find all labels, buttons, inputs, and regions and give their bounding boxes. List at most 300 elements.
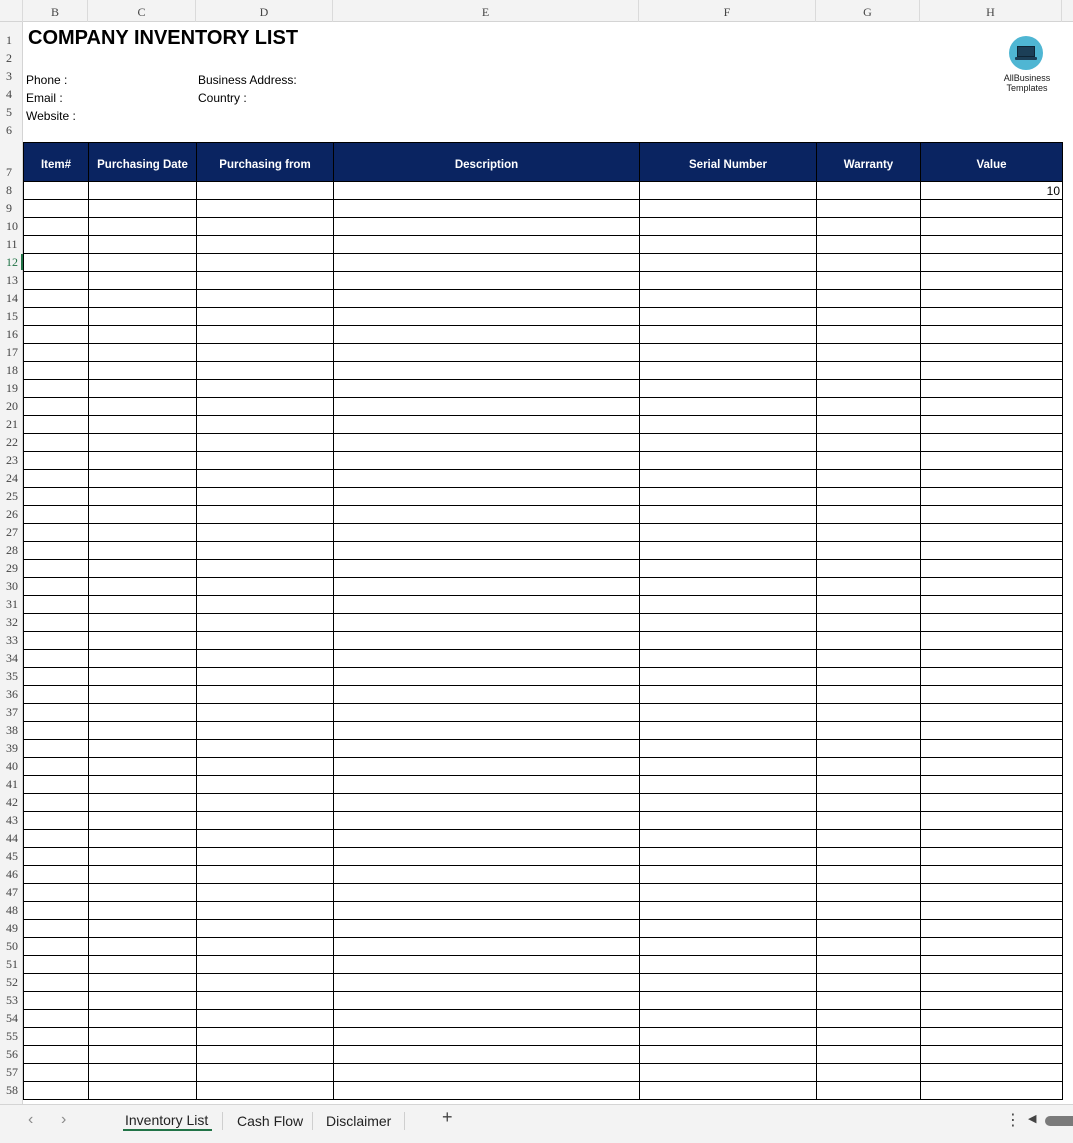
table-cell[interactable] — [921, 884, 1063, 902]
table-cell[interactable] — [921, 704, 1063, 722]
table-cell[interactable] — [640, 902, 817, 920]
table-cell[interactable] — [197, 470, 334, 488]
tab-inventory-list[interactable]: Inventory List — [125, 1112, 209, 1128]
row-header-46[interactable]: 46 — [6, 867, 18, 881]
table-cell[interactable] — [197, 560, 334, 578]
table-cell[interactable] — [24, 1064, 89, 1082]
table-cell[interactable] — [640, 812, 817, 830]
sheet-title[interactable]: COMPANY INVENTORY LIST — [28, 27, 299, 49]
table-cell[interactable] — [197, 794, 334, 812]
row-header-22[interactable]: 22 — [6, 435, 18, 449]
table-cell[interactable] — [197, 938, 334, 956]
table-cell[interactable] — [640, 920, 817, 938]
row-header-17[interactable]: 17 — [6, 345, 18, 359]
table-cell[interactable] — [197, 290, 334, 308]
table-cell[interactable] — [817, 452, 921, 470]
table-cell[interactable] — [24, 344, 89, 362]
table-cell[interactable] — [89, 344, 197, 362]
table-cell[interactable] — [817, 362, 921, 380]
table-cell[interactable] — [334, 1082, 640, 1100]
row-header-40[interactable]: 40 — [6, 759, 18, 773]
table-cell[interactable] — [334, 524, 640, 542]
table-cell[interactable] — [921, 812, 1063, 830]
table-cell[interactable] — [197, 308, 334, 326]
table-cell[interactable] — [640, 722, 817, 740]
row-header-57[interactable]: 57 — [6, 1065, 18, 1079]
table-cell[interactable] — [921, 848, 1063, 866]
table-cell[interactable] — [89, 938, 197, 956]
table-cell[interactable] — [24, 380, 89, 398]
table-cell[interactable] — [197, 542, 334, 560]
table-cell[interactable] — [817, 866, 921, 884]
table-cell[interactable] — [24, 614, 89, 632]
table-cell[interactable] — [921, 380, 1063, 398]
table-cell[interactable] — [817, 200, 921, 218]
table-cell[interactable] — [89, 272, 197, 290]
table-cell[interactable] — [334, 650, 640, 668]
table-cell[interactable] — [640, 362, 817, 380]
table-cell[interactable] — [24, 722, 89, 740]
table-cell[interactable] — [197, 1046, 334, 1064]
table-cell[interactable] — [89, 740, 197, 758]
table-cell[interactable] — [24, 506, 89, 524]
table-cell[interactable] — [334, 614, 640, 632]
row-header-24[interactable]: 24 — [6, 471, 18, 485]
table-cell[interactable] — [921, 254, 1063, 272]
table-cell[interactable] — [24, 182, 89, 200]
table-cell[interactable] — [197, 488, 334, 506]
table-cell[interactable] — [197, 524, 334, 542]
table-cell[interactable] — [921, 1064, 1063, 1082]
table-cell[interactable] — [89, 1028, 197, 1046]
table-cell[interactable] — [24, 416, 89, 434]
table-cell[interactable] — [817, 542, 921, 560]
table-cell[interactable] — [640, 704, 817, 722]
row-header-52[interactable]: 52 — [6, 975, 18, 989]
table-cell[interactable] — [334, 326, 640, 344]
row-header-18[interactable]: 18 — [6, 363, 18, 377]
row-header-1[interactable]: 1 — [6, 33, 12, 47]
table-cell[interactable] — [817, 920, 921, 938]
table-cell[interactable] — [640, 758, 817, 776]
scroll-tabs-left-icon[interactable]: ‹ — [28, 1111, 34, 1128]
table-cell[interactable] — [640, 776, 817, 794]
table-cell[interactable] — [921, 398, 1063, 416]
row-header-54[interactable]: 54 — [6, 1011, 18, 1025]
table-cell[interactable] — [197, 830, 334, 848]
horizontal-scrollbar[interactable] — [1045, 1116, 1073, 1126]
table-cell[interactable] — [24, 488, 89, 506]
header-warranty[interactable]: Warranty — [817, 143, 921, 182]
table-cell[interactable] — [921, 650, 1063, 668]
table-cell[interactable] — [197, 974, 334, 992]
table-cell[interactable] — [89, 758, 197, 776]
table-cell[interactable] — [921, 434, 1063, 452]
table-cell[interactable] — [640, 488, 817, 506]
column-header-c[interactable]: C — [88, 0, 196, 22]
table-cell[interactable] — [640, 848, 817, 866]
table-cell[interactable] — [817, 1010, 921, 1028]
table-cell[interactable] — [817, 794, 921, 812]
row-header-26[interactable]: 26 — [6, 507, 18, 521]
table-cell[interactable] — [921, 992, 1063, 1010]
row-header-39[interactable]: 39 — [6, 741, 18, 755]
table-cell[interactable] — [640, 470, 817, 488]
table-cell[interactable] — [197, 1064, 334, 1082]
table-cell[interactable] — [334, 902, 640, 920]
table-cell[interactable] — [334, 416, 640, 434]
table-cell[interactable] — [197, 668, 334, 686]
table-cell[interactable] — [89, 488, 197, 506]
table-cell[interactable] — [197, 992, 334, 1010]
table-cell[interactable] — [334, 758, 640, 776]
table-cell[interactable] — [24, 866, 89, 884]
table-cell[interactable] — [89, 362, 197, 380]
table-cell[interactable] — [89, 614, 197, 632]
column-header-e[interactable]: E — [333, 0, 639, 22]
table-cell[interactable] — [640, 1064, 817, 1082]
table-cell[interactable] — [921, 668, 1063, 686]
table-cell[interactable] — [197, 650, 334, 668]
table-cell[interactable] — [24, 290, 89, 308]
table-cell[interactable] — [334, 200, 640, 218]
table-cell[interactable] — [89, 776, 197, 794]
table-cell[interactable] — [334, 506, 640, 524]
table-cell[interactable] — [817, 668, 921, 686]
table-cell[interactable] — [89, 848, 197, 866]
table-cell[interactable] — [89, 1082, 197, 1100]
table-cell[interactable] — [921, 1028, 1063, 1046]
table-cell[interactable] — [921, 614, 1063, 632]
header-purchasing-date[interactable]: Purchasing Date — [89, 143, 197, 182]
table-cell[interactable] — [334, 794, 640, 812]
table-cell[interactable] — [89, 182, 197, 200]
table-cell[interactable] — [334, 830, 640, 848]
table-cell[interactable] — [817, 290, 921, 308]
table-cell[interactable] — [817, 758, 921, 776]
table-cell[interactable] — [921, 758, 1063, 776]
table-cell[interactable] — [89, 470, 197, 488]
row-header-3[interactable]: 3 — [6, 69, 12, 83]
table-cell[interactable] — [640, 1028, 817, 1046]
table-cell[interactable] — [197, 1028, 334, 1046]
table-cell[interactable] — [89, 452, 197, 470]
table-cell[interactable] — [334, 956, 640, 974]
table-cell[interactable] — [197, 776, 334, 794]
table-cell[interactable] — [197, 344, 334, 362]
table-cell[interactable] — [640, 254, 817, 272]
table-cell[interactable] — [921, 236, 1063, 254]
table-cell[interactable] — [640, 1046, 817, 1064]
table-cell[interactable] — [89, 812, 197, 830]
table-cell[interactable] — [817, 254, 921, 272]
table-cell[interactable] — [640, 740, 817, 758]
table-cell[interactable] — [89, 1046, 197, 1064]
header-value[interactable]: Value — [921, 143, 1063, 182]
table-cell[interactable] — [197, 704, 334, 722]
table-cell[interactable] — [89, 254, 197, 272]
table-cell[interactable] — [817, 902, 921, 920]
table-cell[interactable] — [334, 920, 640, 938]
table-cell[interactable] — [24, 686, 89, 704]
table-cell[interactable] — [334, 722, 640, 740]
table-cell[interactable] — [817, 686, 921, 704]
table-cell[interactable] — [640, 794, 817, 812]
row-header-43[interactable]: 43 — [6, 813, 18, 827]
table-cell[interactable] — [334, 218, 640, 236]
row-header-30[interactable]: 30 — [6, 579, 18, 593]
table-cell[interactable] — [921, 938, 1063, 956]
table-cell[interactable] — [640, 308, 817, 326]
table-cell[interactable] — [921, 1082, 1063, 1100]
row-header-14[interactable]: 14 — [6, 291, 18, 305]
row-header-16[interactable]: 16 — [6, 327, 18, 341]
table-cell[interactable] — [817, 398, 921, 416]
table-cell[interactable] — [921, 974, 1063, 992]
table-cell[interactable] — [817, 434, 921, 452]
row-header-27[interactable]: 27 — [6, 525, 18, 539]
table-cell[interactable] — [334, 308, 640, 326]
row-header-41[interactable]: 41 — [6, 777, 18, 791]
table-cell[interactable] — [197, 740, 334, 758]
row-header-48[interactable]: 48 — [6, 903, 18, 917]
table-cell[interactable] — [334, 542, 640, 560]
table-cell[interactable] — [921, 560, 1063, 578]
row-header-56[interactable]: 56 — [6, 1047, 18, 1061]
table-cell[interactable] — [921, 830, 1063, 848]
table-cell[interactable] — [817, 1028, 921, 1046]
table-cell[interactable] — [334, 1010, 640, 1028]
table-cell[interactable] — [197, 1082, 334, 1100]
table-cell[interactable] — [89, 974, 197, 992]
table-cell[interactable] — [921, 920, 1063, 938]
table-cell[interactable] — [24, 254, 89, 272]
row-header-35[interactable]: 35 — [6, 669, 18, 683]
table-cell[interactable] — [197, 632, 334, 650]
table-cell[interactable] — [89, 506, 197, 524]
row-header-2[interactable]: 2 — [6, 51, 12, 65]
table-cell[interactable] — [334, 380, 640, 398]
table-cell[interactable] — [89, 992, 197, 1010]
table-cell[interactable] — [640, 560, 817, 578]
table-cell[interactable] — [817, 308, 921, 326]
table-cell[interactable] — [817, 524, 921, 542]
table-cell[interactable] — [197, 362, 334, 380]
table-cell[interactable] — [334, 704, 640, 722]
table-cell[interactable] — [24, 362, 89, 380]
row-header-10[interactable]: 10 — [6, 219, 18, 233]
table-cell[interactable] — [24, 596, 89, 614]
table-cell[interactable] — [640, 974, 817, 992]
table-cell[interactable] — [89, 398, 197, 416]
table-cell[interactable] — [334, 488, 640, 506]
table-cell[interactable] — [197, 200, 334, 218]
table-cell[interactable] — [817, 578, 921, 596]
table-cell[interactable] — [89, 902, 197, 920]
tab-disclaimer[interactable]: Disclaimer — [326, 1113, 392, 1129]
table-cell[interactable] — [640, 290, 817, 308]
table-cell[interactable] — [817, 218, 921, 236]
table-cell[interactable] — [334, 434, 640, 452]
header-serial-number[interactable]: Serial Number — [640, 143, 817, 182]
table-cell[interactable] — [640, 884, 817, 902]
table-cell[interactable] — [197, 686, 334, 704]
table-cell[interactable] — [89, 632, 197, 650]
table-cell[interactable] — [334, 398, 640, 416]
table-cell[interactable] — [921, 218, 1063, 236]
scroll-tabs-right-icon[interactable]: › — [61, 1111, 67, 1128]
table-cell[interactable] — [24, 758, 89, 776]
table-cell[interactable] — [817, 722, 921, 740]
table-cell[interactable] — [334, 992, 640, 1010]
row-header-12[interactable]: 12 — [6, 255, 18, 269]
table-cell[interactable] — [817, 740, 921, 758]
table-cell[interactable] — [334, 938, 640, 956]
table-cell[interactable] — [817, 380, 921, 398]
row-header-9[interactable]: 9 — [6, 201, 12, 215]
table-cell[interactable] — [334, 578, 640, 596]
table-cell[interactable] — [817, 938, 921, 956]
column-header-f[interactable]: F — [639, 0, 816, 22]
table-cell[interactable] — [921, 272, 1063, 290]
table-cell[interactable] — [921, 866, 1063, 884]
row-header-19[interactable]: 19 — [6, 381, 18, 395]
table-cell[interactable] — [334, 1064, 640, 1082]
table-cell[interactable] — [89, 380, 197, 398]
table-cell[interactable] — [817, 506, 921, 524]
row-header-25[interactable]: 25 — [6, 489, 18, 503]
table-cell[interactable] — [334, 254, 640, 272]
column-header-b[interactable]: B — [23, 0, 88, 22]
table-cell[interactable] — [197, 452, 334, 470]
table-cell[interactable] — [640, 380, 817, 398]
table-cell[interactable] — [197, 902, 334, 920]
table-cell[interactable] — [817, 830, 921, 848]
table-cell[interactable] — [24, 632, 89, 650]
table-cell[interactable] — [197, 416, 334, 434]
table-cell[interactable] — [24, 830, 89, 848]
row-header-58[interactable]: 58 — [6, 1083, 18, 1097]
header-purchasing-from[interactable]: Purchasing from — [197, 143, 334, 182]
table-cell[interactable] — [640, 938, 817, 956]
table-cell[interactable] — [817, 182, 921, 200]
table-cell[interactable] — [640, 344, 817, 362]
table-cell[interactable] — [640, 236, 817, 254]
table-cell[interactable] — [197, 506, 334, 524]
table-cell[interactable] — [640, 686, 817, 704]
table-cell[interactable] — [24, 272, 89, 290]
table-cell[interactable] — [197, 812, 334, 830]
table-cell[interactable] — [817, 992, 921, 1010]
table-cell[interactable] — [921, 722, 1063, 740]
row-header-28[interactable]: 28 — [6, 543, 18, 557]
table-cell[interactable] — [921, 596, 1063, 614]
table-cell[interactable] — [334, 632, 640, 650]
table-cell[interactable] — [334, 866, 640, 884]
value-cell[interactable]: 10 — [921, 182, 1063, 200]
table-cell[interactable] — [89, 884, 197, 902]
table-cell[interactable] — [817, 326, 921, 344]
table-cell[interactable] — [817, 488, 921, 506]
table-cell[interactable] — [89, 704, 197, 722]
phone-label[interactable]: Phone : — [26, 73, 68, 87]
table-cell[interactable] — [24, 668, 89, 686]
column-header-h[interactable]: H — [920, 0, 1062, 22]
table-cell[interactable] — [24, 776, 89, 794]
row-header-7[interactable]: 7 — [6, 165, 12, 179]
table-cell[interactable] — [640, 542, 817, 560]
row-header-29[interactable]: 29 — [6, 561, 18, 575]
table-cell[interactable] — [334, 236, 640, 254]
row-header-36[interactable]: 36 — [6, 687, 18, 701]
table-cell[interactable] — [640, 1082, 817, 1100]
table-cell[interactable] — [24, 578, 89, 596]
row-header-53[interactable]: 53 — [6, 993, 18, 1007]
table-cell[interactable] — [24, 884, 89, 902]
row-header-47[interactable]: 47 — [6, 885, 18, 899]
header-item[interactable]: Item# — [24, 143, 89, 182]
table-cell[interactable] — [24, 434, 89, 452]
table-cell[interactable] — [334, 470, 640, 488]
table-cell[interactable] — [817, 1064, 921, 1082]
table-cell[interactable] — [640, 668, 817, 686]
table-cell[interactable] — [817, 632, 921, 650]
table-cell[interactable] — [24, 470, 89, 488]
table-cell[interactable] — [89, 326, 197, 344]
table-cell[interactable] — [89, 920, 197, 938]
table-cell[interactable] — [197, 920, 334, 938]
table-cell[interactable] — [640, 578, 817, 596]
table-cell[interactable] — [817, 1082, 921, 1100]
row-header-42[interactable]: 42 — [6, 795, 18, 809]
scroll-left-icon[interactable]: ◀ — [1028, 1113, 1037, 1125]
table-cell[interactable] — [24, 902, 89, 920]
table-cell[interactable] — [921, 956, 1063, 974]
table-cell[interactable] — [921, 200, 1063, 218]
table-cell[interactable] — [817, 614, 921, 632]
table-cell[interactable] — [921, 344, 1063, 362]
table-cell[interactable] — [921, 902, 1063, 920]
table-cell[interactable] — [24, 1082, 89, 1100]
table-cell[interactable] — [24, 1046, 89, 1064]
table-cell[interactable] — [89, 794, 197, 812]
table-cell[interactable] — [197, 866, 334, 884]
table-cell[interactable] — [640, 416, 817, 434]
table-cell[interactable] — [24, 452, 89, 470]
table-cell[interactable] — [817, 596, 921, 614]
table-cell[interactable] — [24, 974, 89, 992]
table-cell[interactable] — [640, 866, 817, 884]
table-cell[interactable] — [921, 632, 1063, 650]
table-cell[interactable] — [24, 740, 89, 758]
table-cell[interactable] — [817, 1046, 921, 1064]
table-cell[interactable] — [334, 344, 640, 362]
table-cell[interactable] — [817, 560, 921, 578]
table-cell[interactable] — [817, 776, 921, 794]
table-cell[interactable] — [817, 848, 921, 866]
table-cell[interactable] — [817, 974, 921, 992]
table-cell[interactable] — [197, 398, 334, 416]
table-cell[interactable] — [89, 650, 197, 668]
table-cell[interactable] — [640, 614, 817, 632]
row-header-13[interactable]: 13 — [6, 273, 18, 287]
table-cell[interactable] — [24, 992, 89, 1010]
table-cell[interactable] — [640, 452, 817, 470]
row-header-5[interactable]: 5 — [6, 105, 12, 119]
table-cell[interactable] — [640, 182, 817, 200]
table-cell[interactable] — [640, 956, 817, 974]
allbusiness-logo[interactable] — [1000, 36, 1060, 98]
